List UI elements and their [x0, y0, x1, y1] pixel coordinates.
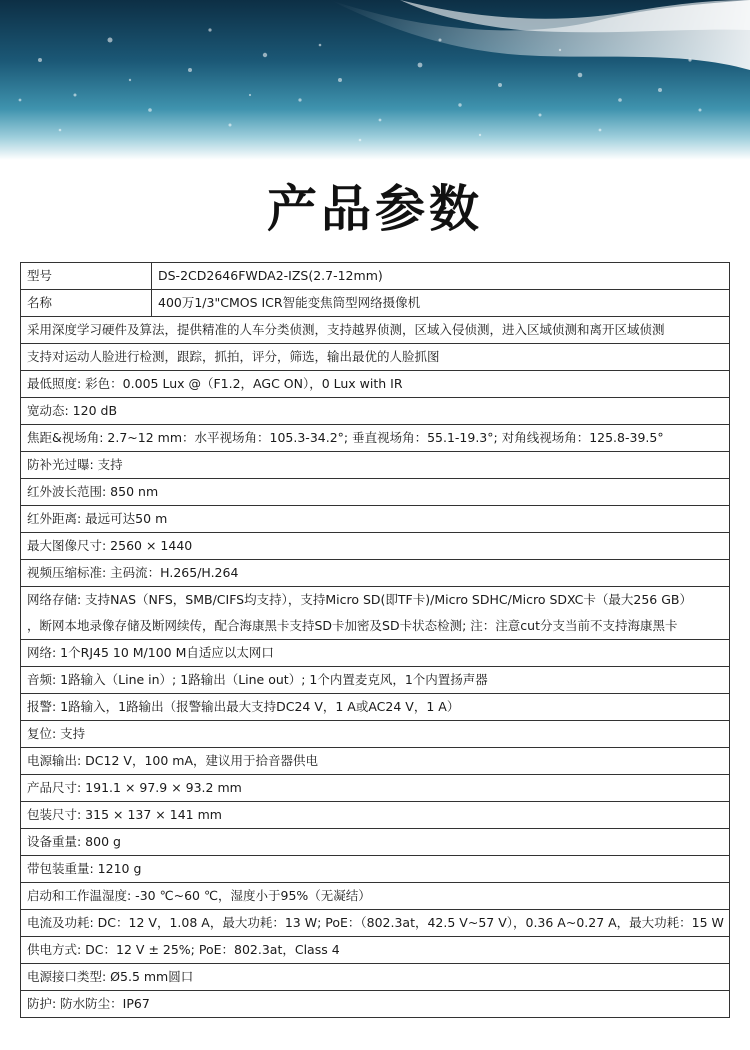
- spec-label-name: 名称: [21, 290, 152, 317]
- spec-cell: 报警: 1路输入，1路输出（报警输出最大支持DC24 V，1 A或AC24 V，1 A）: [21, 694, 730, 721]
- spec-cell: 设备重量: 800 g: [21, 829, 730, 856]
- spec-cell: 防补光过曝: 支持: [21, 452, 730, 479]
- storage-line-1: 网络存储: 支持NAS（NFS，SMB/CIFS均支持），支持Micro SD(即TF卡)/Micro SDHC/Micro SDXC卡（最大256 GB）: [27, 592, 692, 607]
- spec-label-model: 型号: [21, 263, 152, 290]
- table-row: [21, 640, 730, 667]
- spec-cell: 红外波长范围: 850 nm: [21, 479, 730, 506]
- spec-cell: 电流及功耗: DC：12 V，1.08 A，最大功耗：13 W; PoE：（802.3at，42.5 V~57 V），0.36 A~0.27 A，最大功耗：15 W: [21, 910, 730, 937]
- table-row: [21, 802, 730, 829]
- table-row: [21, 533, 730, 560]
- table-row: [21, 667, 730, 694]
- spec-cell: 供电方式: DC：12 V ± 25%; PoE：802.3at，Class 4: [21, 937, 730, 964]
- table-row: [21, 910, 730, 937]
- spec-cell: 启动和工作温湿度: -30 ℃~60 ℃，湿度小于95%（无凝结）: [21, 883, 730, 910]
- spec-cell: 复位: 支持: [21, 721, 730, 748]
- table-row: [21, 964, 730, 991]
- table-row: [21, 317, 730, 344]
- page-title: 产品参数: [267, 180, 483, 238]
- water-splash-icon: [0, 0, 750, 160]
- spec-cell: 产品尺寸: 191.1 × 97.9 × 93.2 mm: [21, 775, 730, 802]
- table-row: [21, 506, 730, 533]
- spec-cell: 视频压缩标准: 主码流：H.265/H.264: [21, 560, 730, 587]
- table-row: [21, 560, 730, 587]
- table-row: [21, 290, 730, 317]
- table-row: [21, 775, 730, 802]
- spec-cell: 音频: 1路输入（Line in）; 1路输出（Line out）; 1个内置麦克风，1个内置扬声器: [21, 667, 730, 694]
- spec-cell: 焦距&视场角: 2.7~12 mm：水平视场角：105.3-34.2°; 垂直视场角：55.1-19.3°; 对角线视场角：125.8-39.5°: [21, 425, 730, 452]
- spec-cell: 电源输出: DC12 V，100 mA，建议用于拾音器供电: [21, 748, 730, 775]
- storage-line-2: ，断网本地录像存储及断网续传，配合海康黑卡支持SD卡加密及SD卡状态检测; 注：注意cut分支当前不支持海康黑卡: [27, 618, 678, 633]
- spec-table: [20, 262, 730, 1018]
- spec-cell: 宽动态: 120 dB: [21, 398, 730, 425]
- spec-cell-storage: [21, 587, 730, 640]
- spec-cell: 最大图像尺寸: 2560 × 1440: [21, 533, 730, 560]
- table-row: [21, 344, 730, 371]
- table-row: [21, 721, 730, 748]
- spec-cell: 电源接口类型: Ø5.5 mm圆口: [21, 964, 730, 991]
- table-row: [21, 263, 730, 290]
- table-row: [21, 694, 730, 721]
- table-row: [21, 991, 730, 1018]
- spec-value-model: DS-2CD2646FWDA2-IZS(2.7-12mm): [152, 263, 730, 290]
- spec-value-name: 400万1/3"CMOS ICR智能变焦筒型网络摄像机: [152, 290, 730, 317]
- table-row: [21, 371, 730, 398]
- table-row: [21, 829, 730, 856]
- spec-cell: 带包装重量: 1210 g: [21, 856, 730, 883]
- spec-cell: 包装尺寸: 315 × 137 × 141 mm: [21, 802, 730, 829]
- table-row: [21, 587, 730, 640]
- table-row: [21, 398, 730, 425]
- spec-cell: 防护: 防水防尘：IP67: [21, 991, 730, 1018]
- water-splash-banner: [0, 0, 750, 160]
- spec-cell: 最低照度: 彩色：0.005 Lux @（F1.2，AGC ON），0 Lux with IR: [21, 371, 730, 398]
- spec-cell: 红外距离: 最远可达50 m: [21, 506, 730, 533]
- table-row: [21, 425, 730, 452]
- table-row: [21, 883, 730, 910]
- spec-cell: 支持对运动人脸进行检测，跟踪，抓拍，评分，筛选，输出最优的人脸抓图: [21, 344, 730, 371]
- table-row: [21, 452, 730, 479]
- table-row: [21, 479, 730, 506]
- table-row: [21, 856, 730, 883]
- table-row: [21, 937, 730, 964]
- table-row: [21, 748, 730, 775]
- spec-cell: 采用深度学习硬件及算法，提供精准的人车分类侦测，支持越界侦测，区域入侵侦测，进入区域侦测和离开区域侦测: [21, 317, 730, 344]
- spec-cell: 网络: 1个RJ45 10 M/100 M自适应以太网口: [21, 640, 730, 667]
